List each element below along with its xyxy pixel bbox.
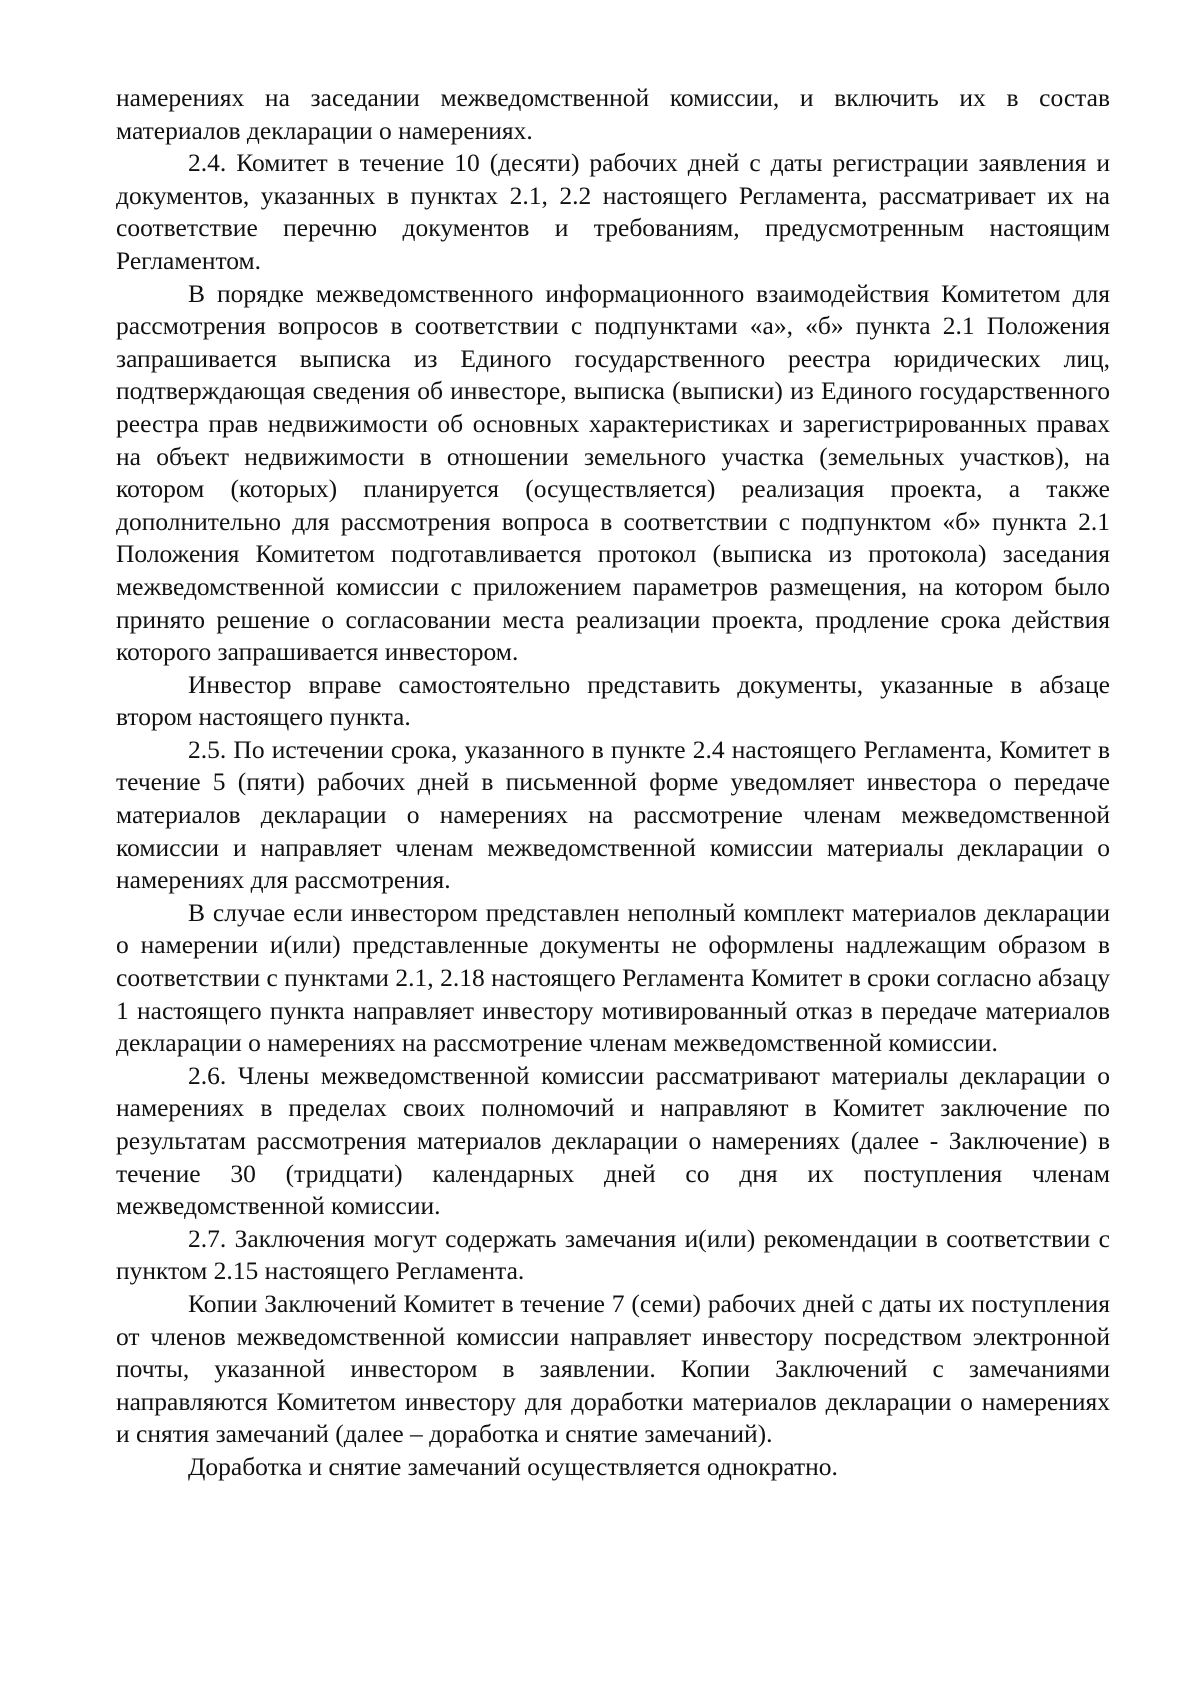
paragraph-revision-once: Доработка и снятие замечаний осуществляется однократно. <box>188 1451 838 1481</box>
paragraph-incomplete-set: В случае если инвестором представлен неполный комплект материалов декларации о намерении и(или) представленные документы не оформлены надлежащим образом в соответствии с пунктами 2.1, 2.18 настоящего Регламента Комитет в сроки согласно абзацу 1 настоящего пункта направляет инвестору мотивированный отказ в передаче материалов декларации о намерениях на рассмотрение членам межведомственной комиссии. <box>116 897 1110 1058</box>
paragraph-2-5: 2.5. По истечении срока, указанного в пункте 2.4 настоящего Регламента, Комитет в течение 5 (пяти) рабочих дней в письменной форме уведомляет инвестора о передаче материалов декларации о намерениях на рассмотрение членам межведомственной комиссии и направляет членам межведомственной комиссии материалы декларации о намерениях для рассмотрения. <box>116 734 1110 895</box>
paragraph-2-6: 2.6. Члены межведомственной комиссии рассматривают материалы декларации о намерениях в пределах своих полномочий и направляют в Комитет заключение по результатам рассмотрения материалов декларации о намерениях (далее - Заключение) в течение 30 (тридцати) календарных дней со дня их поступления членам межведомственной комиссии. <box>116 1060 1110 1221</box>
paragraph-2-7: 2.7. Заключения могут содержать замечания и(или) рекомендации в соответствии с пунктом 2.15 настоящего Регламента. <box>116 1223 1110 1286</box>
paragraph-continuation: намерениях на заседании межведомственной комиссии, и включить их в состав материалов декларации о намерениях. <box>116 83 1110 145</box>
document-page <box>116 82 1110 1484</box>
paragraph-2-4: 2.4. Комитет в течение 10 (десяти) рабочих дней с даты регистрации заявления и документов, указанных в пунктах 2.1, 2.2 настоящего Регламента, рассматривает их на соответствие перечню документов и требованиям, предусмотренным настоящим Регламентом. <box>116 148 1110 275</box>
paragraph-interagency-request: В порядке межведомственного информационного взаимодействия Комитетом для рассмотрения вопросов в соответствии с подпунктами «а», «б» пункта 2.1 Положения запрашивается выписка из Единого государственного реестра юридических лиц, подтверждающая сведения об инвесторе, выписка (выписки) из Единого государственного реестра прав недвижимости об основных характеристиках и зарегистрированных правах на объект недвижимости в отношении земельного участка (земельных участков), на котором (которых) планируется (осуществляется) реализация проекта, а также дополнительно для рассмотрения вопроса в соответствии с подпунктом «б» пункта 2.1 Положения Комитетом подготавливается протокол (выписка из протокола) заседания межведомственной комиссии с приложением параметров размещения, на котором было принято решение о согласовании места реализации проекта, продление срока действия которого запрашивается инвестором. <box>116 278 1110 667</box>
paragraph-investor-right: Инвестор вправе самостоятельно представить документы, указанные в абзаце втором настоящего пункта. <box>116 669 1110 732</box>
paragraph-conclusion-copies: Копии Заключений Комитет в течение 7 (семи) рабочих дней с даты их поступления от членов межведомственной комиссии направляет инвестору посредством электронной почты, указанной инвестором в заявлении. Копии Заключений с замечаниями направляются Комитетом инвестору для доработки материалов декларации о намерениях и снятия замечаний (далее – доработка и снятие замечаний). <box>116 1288 1110 1449</box>
